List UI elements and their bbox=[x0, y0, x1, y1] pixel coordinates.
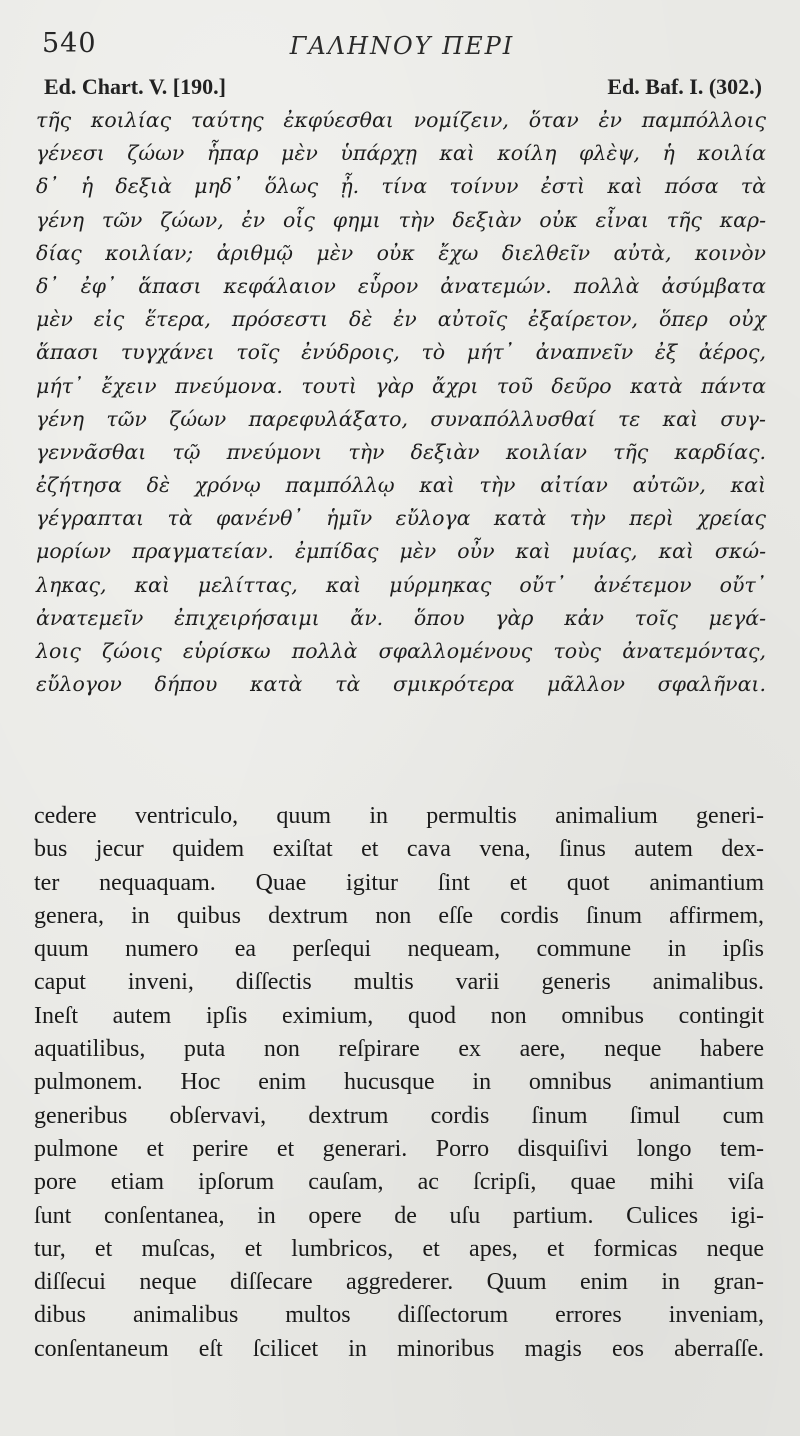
latin-line: conſentaneum eſt ſcilicet in minoribus magis eos aberraſſe. bbox=[34, 1335, 764, 1362]
greek-line: γένη τῶν ζώων παρεφυλάξατο, συναπόλλυσθαί τε καὶ συγ- bbox=[36, 406, 766, 431]
latin-line: pulmone et perire et generari. Porro disquiſivi longo tem- bbox=[34, 1135, 764, 1162]
edition-reference-line bbox=[44, 74, 762, 104]
latin-line: dibus animalibus multos diſſectorum errores inveniam, bbox=[34, 1302, 764, 1329]
page-header bbox=[42, 28, 762, 68]
latin-line: genera, in quibus dextrum non eſſe cordis ſinum affirmem, bbox=[34, 902, 764, 929]
greek-line: μήτ᾽ ἔχειν πνεύμονα. τουτὶ γὰρ ἄχρι τοῦ δεῦρο κατὰ πάντα bbox=[36, 373, 766, 398]
greek-line: δίας κοιλίαν; ἀριθμῷ μὲν οὐκ ἔχω διελθεῖν αὐτὰ, κοινὸν bbox=[36, 240, 766, 265]
latin-line: caput inveni, diſſectis multis varii generis animalibus. bbox=[34, 969, 764, 996]
greek-line: ἐζήτησα δὲ χρόνῳ παμπόλλῳ καὶ τὴν αἰτίαν αὐτῶν, καὶ bbox=[36, 473, 766, 498]
latin-line: generibus obſervavi, dextrum cordis ſinum ſimul cum bbox=[34, 1102, 764, 1129]
greek-text-block bbox=[36, 104, 766, 701]
greek-line: δ᾽ ἡ δεξιὰ μηδ᾽ ὅλως ᾖ. τίνα τοίνυν ἐστὶ καὶ πόσα τὰ bbox=[36, 174, 766, 199]
page-number: 540 bbox=[42, 28, 97, 59]
greek-line: γεννᾶσθαι τῷ πνεύμονι τὴν δεξιὰν κοιλίαν τῆς καρδίας. bbox=[36, 439, 766, 464]
latin-line: aquatilibus, puta non reſpirare ex aere, neque habere bbox=[34, 1036, 764, 1063]
edition-reference-basel: Ed. Baf. I. (302.) bbox=[607, 74, 762, 99]
greek-line: μὲν εἰς ἕτερα, πρόσεστι δὲ ἐν αὐτοῖς ἐξαίρετον, ὅπερ οὐχ bbox=[36, 307, 766, 332]
latin-line: pore etiam ipſorum cauſam, ac ſcripſi, quae mihi viſa bbox=[34, 1169, 764, 1196]
edition-reference-chartier: Ed. Chart. V. [190.] bbox=[44, 74, 226, 99]
latin-text-block bbox=[34, 800, 764, 1366]
latin-line: tur, et muſcas, et lumbricos, et apes, et formicas neque bbox=[34, 1235, 764, 1262]
greek-line: ληκας, καὶ μελίττας, καὶ μύρμηκας οὔτ᾽ ἀνέτεμον οὔτ᾽ bbox=[36, 572, 766, 597]
greek-line: ἀνατεμεῖν ἐπιχειρήσαιμι ἄν. ὅπου γὰρ κἀν τοῖς μεγά- bbox=[36, 605, 766, 630]
latin-line: Ineſt autem ipſis eximium, quod non omnibus contingit bbox=[34, 1002, 764, 1029]
greek-line: εὔλογον δήπου κατὰ τὰ σμικρότερα μᾶλλον σφαλῆναι. bbox=[36, 672, 766, 697]
greek-line: δ᾽ ἐφ᾽ ἅπασι κεφάλαιον εὗρον ἀνατεμών. πολλὰ ἀσύμβατα bbox=[36, 273, 766, 298]
greek-line: ἅπασι τυγχάνει τοῖς ἐνύδροις, τὸ μήτ᾽ ἀναπνεῖν ἐξ ἀέρος, bbox=[36, 340, 766, 365]
latin-line: ſunt conſentanea, in opere de uſu partium. Culices igi- bbox=[34, 1202, 764, 1229]
greek-line: τῆς κοιλίας ταύτης ἐκφύεσθαι νομίζειν, ὅταν ἐν παμπόλλοις bbox=[36, 108, 766, 132]
greek-line: γένη τῶν ζώων, ἐν οἷς φημι τὴν δεξιὰν οὐκ εἶναι τῆς καρ- bbox=[36, 207, 766, 232]
greek-line: μορίων πραγματείαν. ἐμπίδας μὲν οὖν καὶ μυίας, καὶ σκώ- bbox=[36, 539, 766, 564]
latin-line: pulmonem. Hoc enim hucusque in omnibus animantium bbox=[34, 1069, 764, 1096]
latin-line: bus jecur quidem exiſtat et cava vena, ſinus autem dex- bbox=[34, 836, 764, 863]
latin-line: diſſecui neque diſſecare aggrederer. Quum enim in gran- bbox=[34, 1269, 764, 1296]
greek-line: λοις ζώοις εὑρίσκω πολλὰ σφαλλομένους τοὺς ἀνατεμόντας, bbox=[36, 639, 766, 663]
latin-line: quum numero ea perſequi nequeam, commune in ipſis bbox=[34, 936, 764, 963]
running-title: ΓΑΛΗΝΟΥ ΠΕΡΙ bbox=[289, 32, 515, 60]
greek-line: γένεσι ζώων ἧπαρ μὲν ὑπάρχῃ καὶ κοίλη φλὲψ, ἡ κοιλία bbox=[36, 141, 766, 166]
greek-line: γέγραπται τὰ φανένθ᾽ ἡμῖν εὔλογα κατὰ τὴν περὶ χρείας bbox=[36, 506, 766, 531]
latin-line: cedere ventriculo, quum in permultis animalium generi- bbox=[34, 803, 764, 829]
latin-line: ter nequaquam. Quae igitur ſint et quot animantium bbox=[34, 869, 764, 896]
